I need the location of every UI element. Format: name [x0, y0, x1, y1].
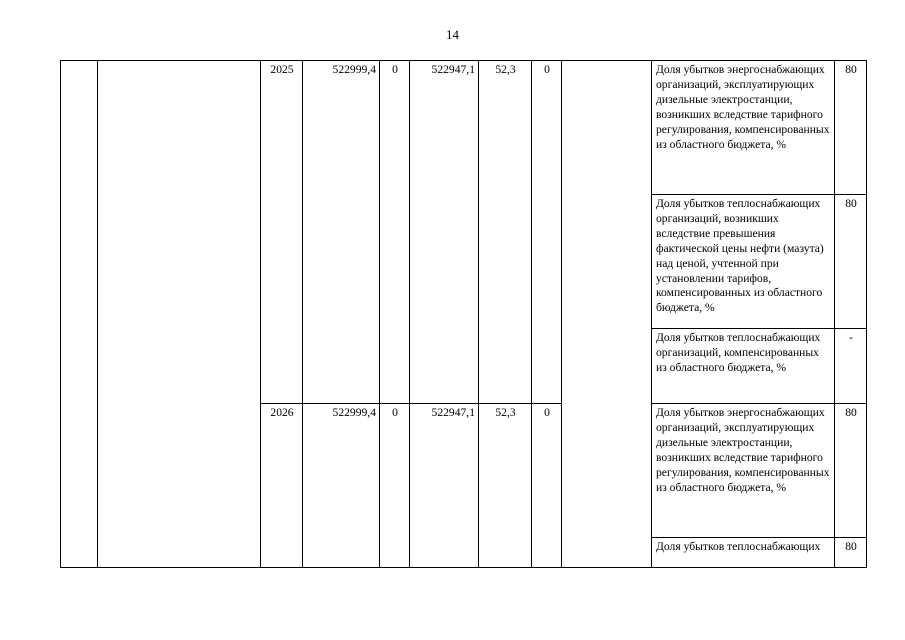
- cell-other: 0: [532, 404, 562, 568]
- cell-indicator-value: 80: [835, 195, 867, 329]
- cell-other: 0: [532, 61, 562, 404]
- cell-total: 522999,4: [303, 61, 380, 404]
- cell-indicator-value: -: [835, 329, 867, 404]
- cell-regional: 522947,1: [410, 61, 479, 404]
- cell-total: 522999,4: [303, 404, 380, 568]
- cell-indicator: Доля убытков теплоснабжающих: [652, 538, 835, 568]
- cell-indicator-value: 80: [835, 538, 867, 568]
- cell-number: [61, 61, 98, 568]
- cell-indicator-value: 80: [835, 404, 867, 538]
- cell-local: 52,3: [479, 61, 532, 404]
- cell-regional: 522947,1: [410, 404, 479, 568]
- cell-indicator: Доля убытков теплоснабжающих организаций, возникших вследствие превышения фактической цены нефти (мазута) над ценой, учтенной при установлении тарифов, компенсированных из областного бюджета, %: [652, 195, 835, 329]
- program-funding-table: [60, 60, 867, 568]
- table-row-2025-a: [61, 61, 867, 195]
- cell-federal: 0: [380, 61, 410, 404]
- cell-year: 2026: [261, 404, 303, 568]
- cell-indicator: Доля убытков теплоснабжающих организаций, компенсированных из областного бюджета, %: [652, 329, 835, 404]
- cell-local: 52,3: [479, 404, 532, 568]
- cell-indicator: Доля убытков энергоснабжающих организаций, эксплуатирующих дизельные электростанции, возникших вследствие тарифного регулирования, компенсированных из областного бюджета, %: [652, 404, 835, 538]
- cell-measure-name: [98, 61, 261, 568]
- cell-indicator: Доля убытков энергоснабжающих организаций, эксплуатирующих дизельные электростанции, возникших вследствие тарифного регулирования, компенсированных из областного бюджета, %: [652, 61, 835, 195]
- cell-indicator-value: 80: [835, 61, 867, 195]
- page-number: 14: [446, 27, 459, 42]
- cell-federal: 0: [380, 404, 410, 568]
- cell-year: 2025: [261, 61, 303, 404]
- cell-responsible: [562, 61, 652, 568]
